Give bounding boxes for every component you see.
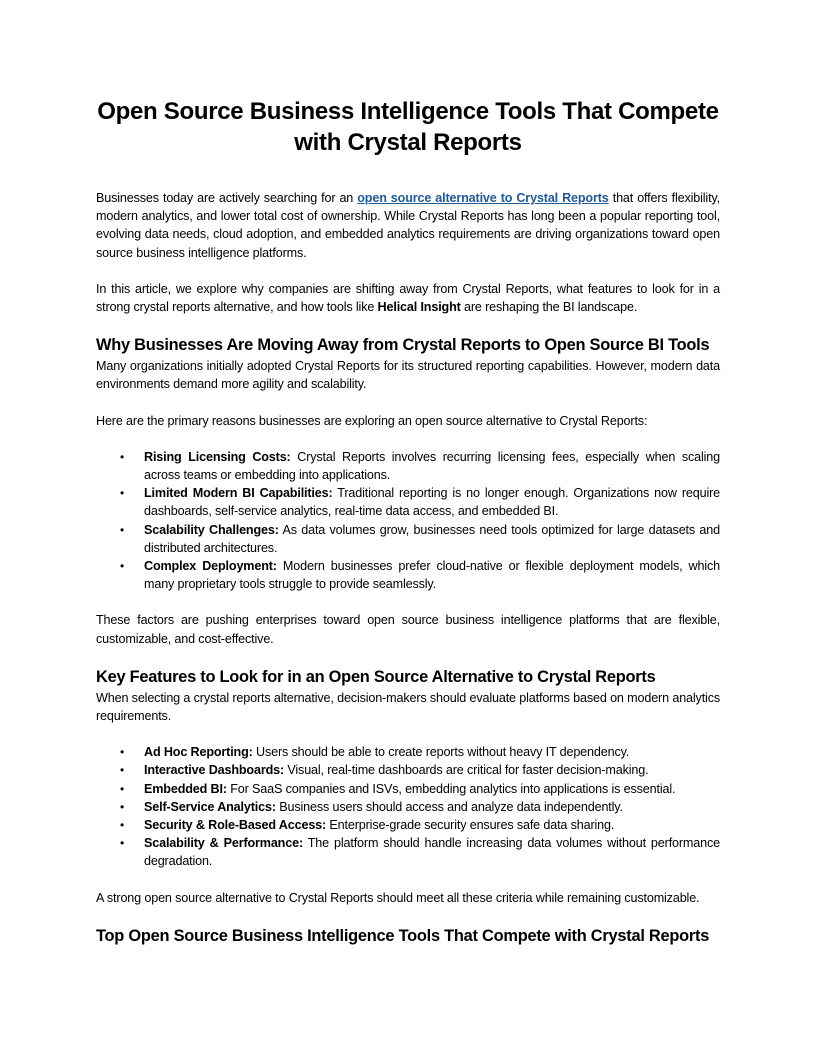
intro2-text-after-bold: are reshaping the BI landscape.: [460, 300, 638, 315]
intro2-text-before-bold: In this article, we explore why companies are shifting away from Crystal Reports, what features to look for in a strong crystal reports alternative, and how tools like: [96, 281, 720, 315]
list-item-label: Rising Licensing Costs:: [144, 449, 291, 464]
list-item-text: Crystal Reports involves recurring licensing fees, especially when scaling across teams or embedding into applications.: [144, 449, 720, 483]
bullet-icon: •: [120, 818, 125, 833]
list-item: [96, 743, 720, 761]
list-item-label: Security & Role-Based Access:: [144, 818, 327, 833]
list-item-text: Users should be able to create reports without heavy IT dependency.: [252, 745, 630, 760]
section-heading-why-moving: Why Businesses Are Moving Away from Crystal Reports to Open Source BI Tools: [96, 336, 710, 355]
list-item-label: Scalability & Performance:: [144, 836, 303, 851]
list-item: [96, 816, 720, 834]
list-item-label: Limited Modern BI Capabilities:: [144, 486, 333, 501]
list-item-label: Embedded BI:: [144, 781, 227, 796]
list-item: [96, 798, 720, 816]
list-item: [96, 834, 720, 870]
list-item-text: As data volumes grow, businesses need tools optimized for large datasets and distributed architectures.: [144, 522, 720, 555]
section2-paragraph-1: When selecting a crystal reports alternative, decision-makers should evaluate platforms based on modern analytics requirements.: [96, 690, 720, 724]
list-item: [96, 521, 720, 557]
section-heading-top-tools: Top Open Source Business Intelligence Tools That Compete with Crystal Reports: [96, 926, 710, 945]
intro-text-after-link: that offers flexibility, modern analytics, and lower total cost of ownership. While Crystal Reports has long been a popular reporting tool, evolving data needs, cloud adoption, and embedded analytics requirements are driving organizations toward open source business intelligence platforms.: [96, 191, 720, 260]
bullet-icon: •: [120, 745, 125, 760]
section1-paragraph-3: These factors are pushing enterprises toward open source business intelligence platforms that are flexible, customizable, and cost-effective.: [96, 613, 720, 646]
list-item: [96, 448, 720, 484]
list-item-text: Visual, real-time dashboards are critical for faster decision-making.: [284, 763, 649, 778]
list-item-label: Interactive Dashboards:: [144, 763, 285, 778]
list-item: [96, 780, 720, 798]
features-list: [96, 743, 720, 870]
intro-paragraph-2: [96, 280, 720, 316]
intro-paragraph: [96, 189, 720, 262]
document-page: [96, 96, 720, 948]
list-item-text: Enterprise-grade security ensures safe data sharing.: [326, 818, 615, 833]
bullet-icon: •: [120, 836, 125, 851]
list-item-text: Business users should access and analyze data independently.: [275, 799, 623, 814]
reasons-list: [96, 448, 720, 594]
section1-paragraph-2: Here are the primary reasons businesses are exploring an open source alternative to Crystal Reports:: [96, 413, 648, 428]
bullet-icon: •: [120, 763, 125, 778]
list-item-text: Traditional reporting is no longer enough. Organizations now require dashboards, self-service analytics, real-time data access, and embedded BI.: [144, 486, 720, 519]
list-item-label: Ad Hoc Reporting:: [144, 745, 253, 760]
section-heading-key-features: Key Features to Look for in an Open Source Alternative to Crystal Reports: [96, 667, 656, 686]
list-item-text: Modern businesses prefer cloud-native or flexible deployment models, which many proprietary tools struggle to provide seamlessly.: [144, 559, 720, 592]
list-item: [96, 484, 720, 520]
list-item-text: For SaaS companies and ISVs, embedding analytics into applications is essential.: [226, 781, 676, 796]
crystal-reports-alternative-link[interactable]: open source alternative to Crystal Reports: [357, 191, 609, 205]
section2-paragraph-2: A strong open source alternative to Crystal Reports should meet all these criteria while remaining customizable.: [96, 890, 700, 905]
page-title: Open Source Business Intelligence Tools That Compete with Crystal Reports: [97, 98, 719, 156]
bullet-icon: •: [120, 486, 125, 501]
list-item-text: The platform should handle increasing data volumes without performance degradation.: [144, 836, 720, 869]
list-item: [96, 557, 720, 593]
list-item-label: Self-Service Analytics:: [144, 799, 276, 814]
intro-text-before-link: Businesses today are actively searching for an: [96, 191, 358, 205]
bullet-icon: •: [120, 781, 125, 796]
bullet-icon: •: [120, 522, 125, 537]
bullet-icon: •: [120, 559, 125, 574]
helical-insight-mention: Helical Insight: [377, 300, 461, 315]
section1-paragraph-1: Many organizations initially adopted Crystal Reports for its structured reporting capabilities. However, modern data environments demand more agility and scalability.: [96, 359, 720, 392]
bullet-icon: •: [120, 799, 125, 814]
bullet-icon: •: [120, 449, 125, 464]
list-item: [96, 761, 720, 779]
list-item-label: Complex Deployment:: [144, 559, 277, 574]
list-item-label: Scalability Challenges:: [144, 522, 279, 537]
